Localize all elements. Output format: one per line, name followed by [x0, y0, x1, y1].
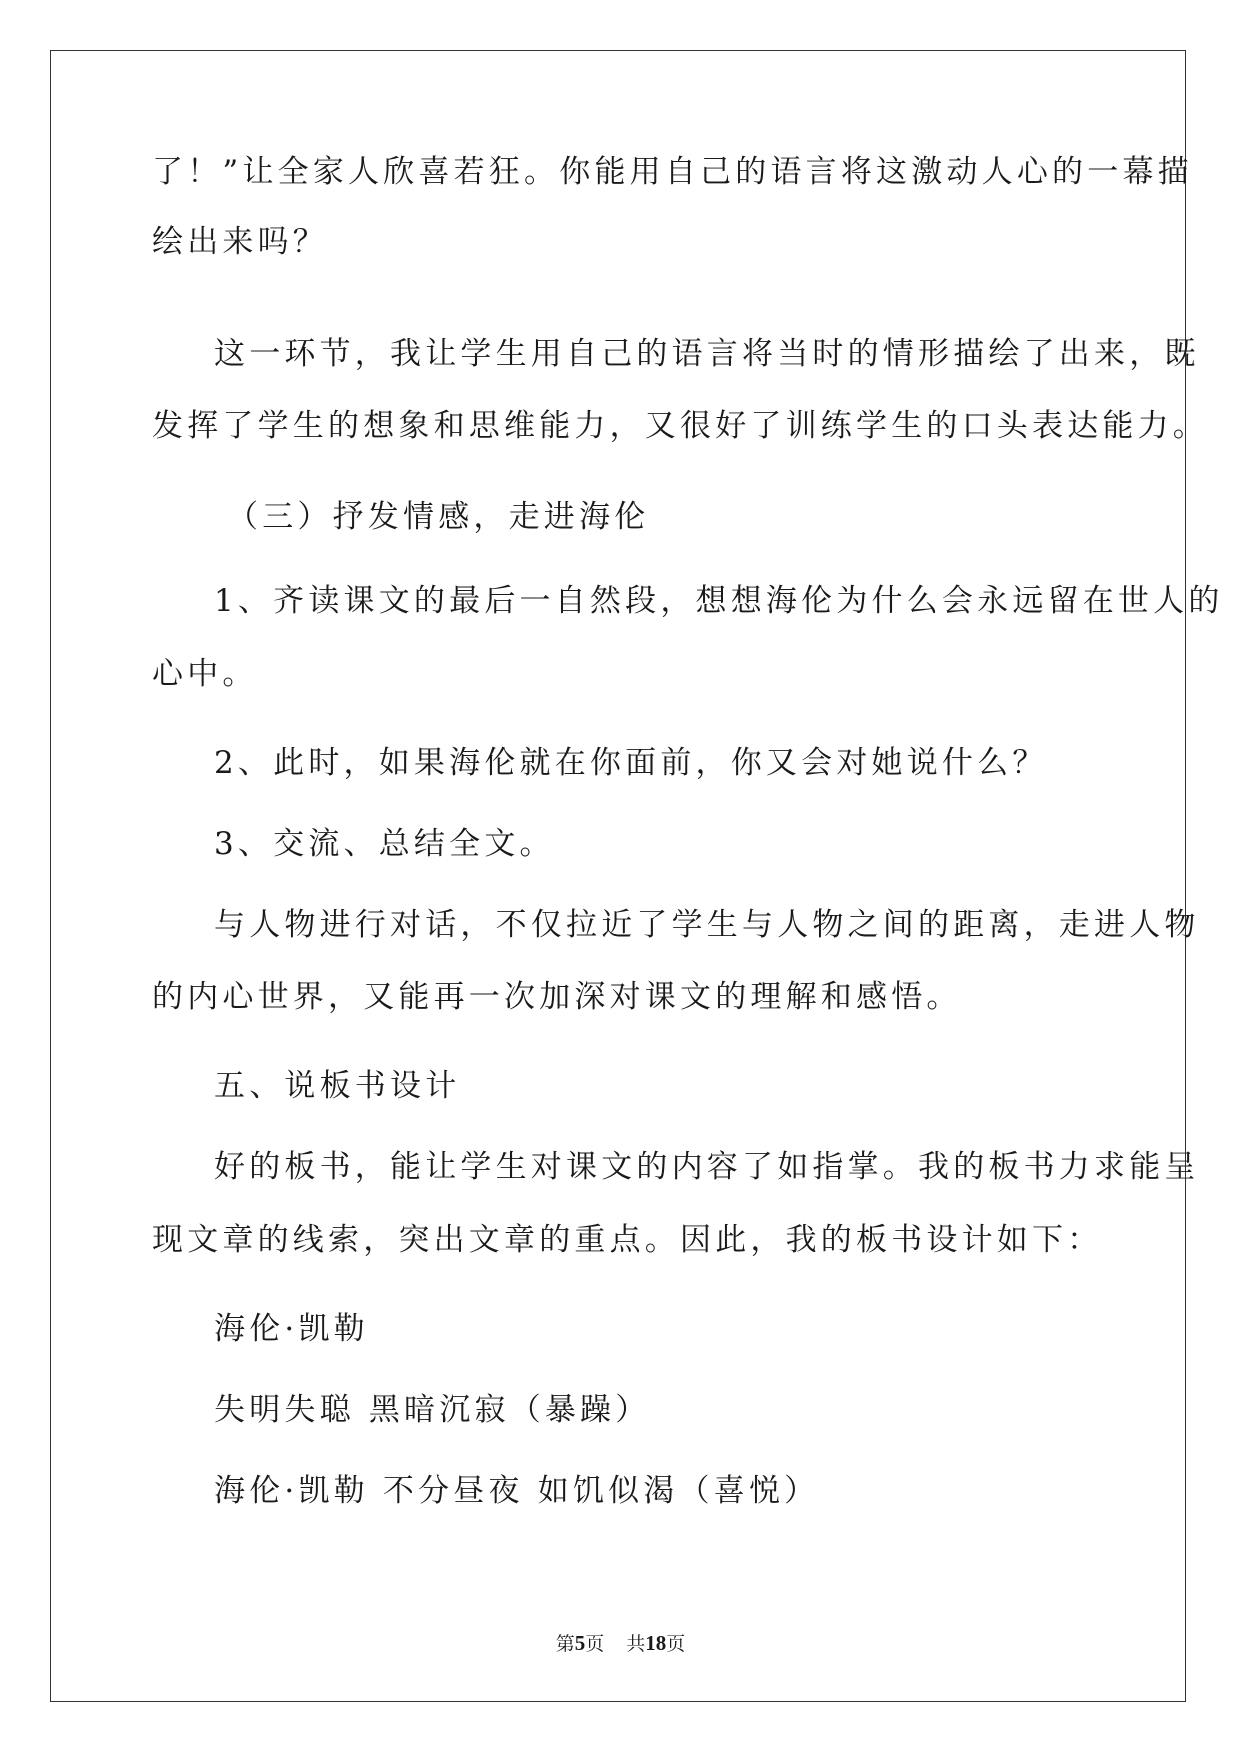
- text-line: 发挥了学生的想象和思维能力，又很好了训练学生的口头表达能力。: [152, 408, 1208, 444]
- page-suffix: 页: [585, 1633, 605, 1655]
- text-line: 2、此时，如果海伦就在你面前，你又会对她说什么？: [214, 745, 1048, 781]
- board-line: 失明失聪 黑暗沉寂（暴躁）: [214, 1392, 651, 1428]
- board-line: 海伦·凯勒: [214, 1311, 369, 1347]
- section-heading: （三）抒发情感，走进海伦: [227, 499, 650, 535]
- text-line: 现文章的线索，突出文章的重点。因此，我的板书设计如下：: [152, 1222, 1103, 1258]
- text-line: 了！”让全家人欣喜若狂。你能用自己的语言将这激动人心的一幕描: [152, 154, 1193, 190]
- text-line: 1、齐读课文的最后一自然段，想想海伦为什么会永远留在世人的: [214, 583, 1224, 619]
- text-line: 3、交流、总结全文。: [214, 826, 555, 862]
- text-line: 的内心世界，又能再一次加深对课文的理解和感悟。: [152, 979, 962, 1015]
- text-line: 心中。: [152, 656, 258, 692]
- text-line: 这一环节，我让学生用自己的语言将当时的情形描绘了出来，既: [214, 336, 1200, 372]
- page-number: 5: [574, 1631, 586, 1655]
- text-line: 好的板书，能让学生对课文的内容了如指掌。我的板书力求能呈: [214, 1149, 1200, 1185]
- page-footer: [0, 1631, 1241, 1656]
- page-border: [50, 50, 1186, 1702]
- section-heading: 五、说板书设计: [214, 1068, 461, 1104]
- page-prefix: 第: [555, 1633, 575, 1655]
- total-pages: 18: [645, 1631, 667, 1655]
- board-line: 海伦·凯勒 不分昼夜 如饥似渴（喜悦）: [214, 1473, 820, 1509]
- total-prefix: 共: [626, 1633, 646, 1655]
- text-line: 与人物进行对话，不仅拉近了学生与人物之间的距离，走进人物: [214, 907, 1200, 943]
- total-suffix: 页: [666, 1633, 686, 1655]
- text-line: 绘出来吗？: [152, 224, 328, 260]
